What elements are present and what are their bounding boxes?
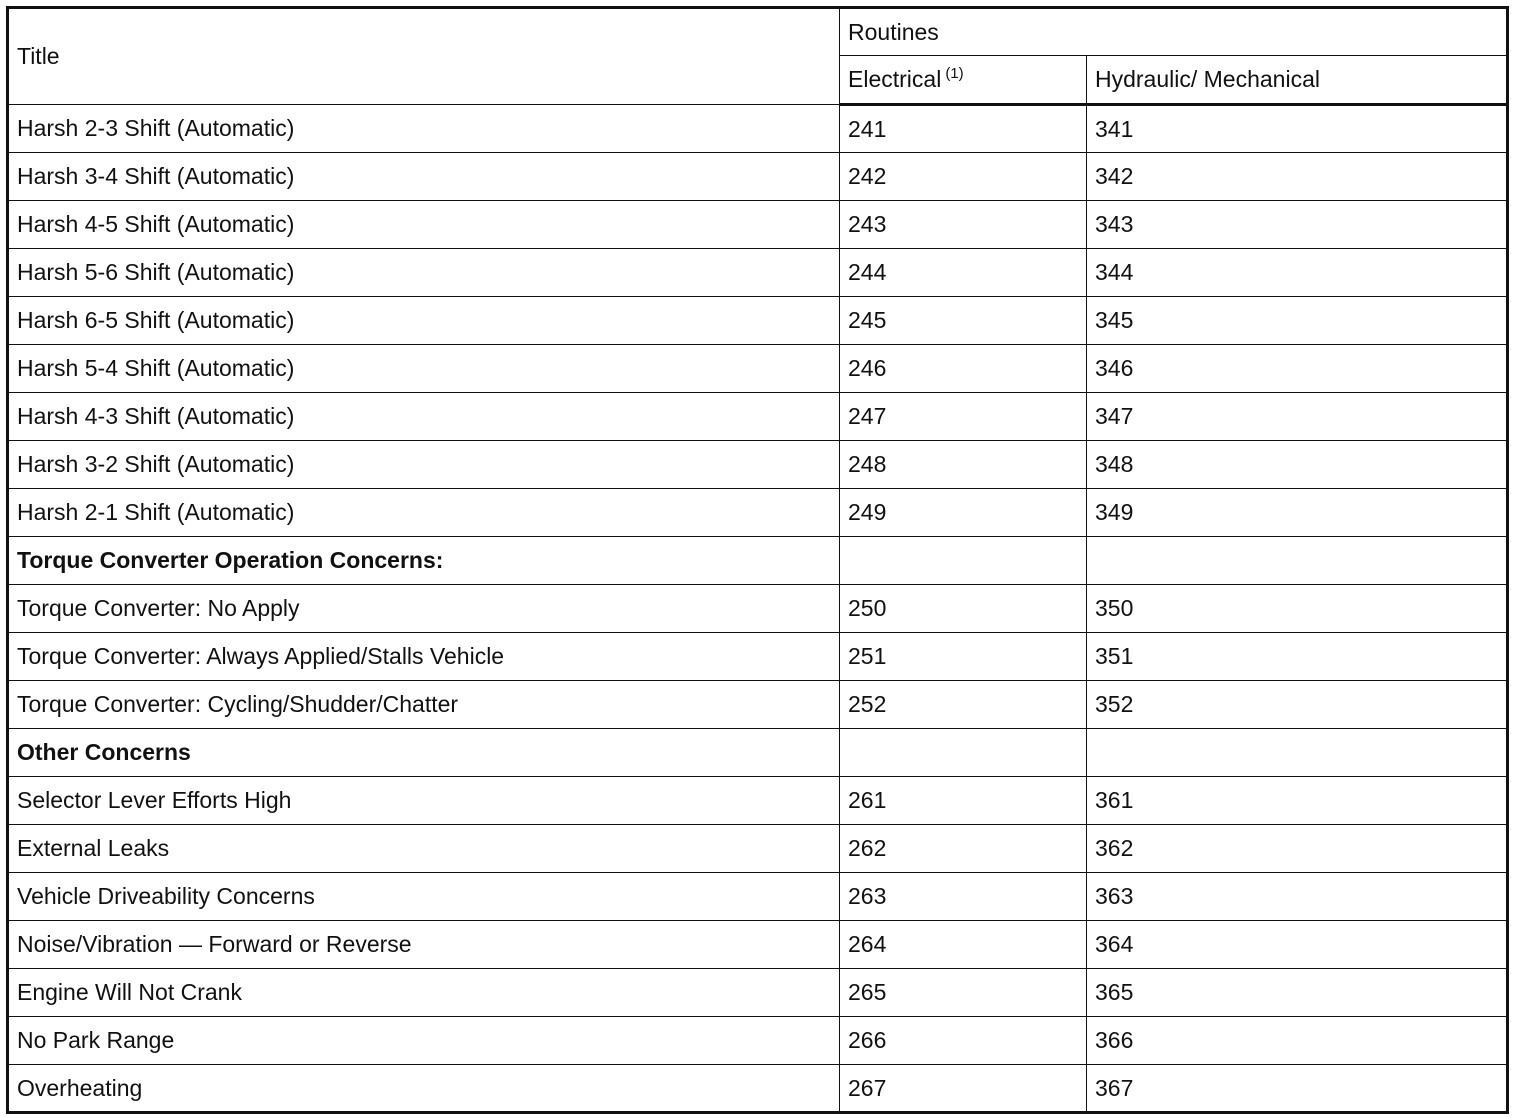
row-electrical-routine: 241 xyxy=(840,105,1087,153)
table-row xyxy=(8,393,1508,441)
row-title: Harsh 2-1 Shift (Automatic) xyxy=(8,489,840,537)
row-title: Harsh 2-3 Shift (Automatic) xyxy=(8,105,840,153)
table-row xyxy=(8,777,1508,825)
row-hydraulic-routine: 367 xyxy=(1087,1065,1508,1113)
row-hydraulic-routine: 348 xyxy=(1087,441,1508,489)
row-hydraulic-routine: 344 xyxy=(1087,249,1508,297)
table-row xyxy=(8,201,1508,249)
section-row xyxy=(8,729,1508,777)
table-row xyxy=(8,633,1508,681)
row-electrical-routine xyxy=(840,537,1087,585)
table-row xyxy=(8,1065,1508,1113)
row-title: Torque Converter: No Apply xyxy=(8,585,840,633)
table-row xyxy=(8,297,1508,345)
header-routines: Routines xyxy=(840,8,1508,56)
row-title: Engine Will Not Crank xyxy=(8,969,840,1017)
row-title: Selector Lever Efforts High xyxy=(8,777,840,825)
row-electrical-routine: 263 xyxy=(840,873,1087,921)
row-electrical-routine: 243 xyxy=(840,201,1087,249)
routines-table xyxy=(6,6,1509,1114)
table-row xyxy=(8,921,1508,969)
row-hydraulic-routine: 364 xyxy=(1087,921,1508,969)
row-hydraulic-routine xyxy=(1087,537,1508,585)
section-row xyxy=(8,537,1508,585)
row-electrical-routine: 250 xyxy=(840,585,1087,633)
row-title: Harsh 4-3 Shift (Automatic) xyxy=(8,393,840,441)
table-row xyxy=(8,345,1508,393)
table-row xyxy=(8,489,1508,537)
row-title: Noise/Vibration — Forward or Reverse xyxy=(8,921,840,969)
row-hydraulic-routine: 343 xyxy=(1087,201,1508,249)
row-electrical-routine: 251 xyxy=(840,633,1087,681)
table-row xyxy=(8,249,1508,297)
row-hydraulic-routine: 342 xyxy=(1087,153,1508,201)
header-hydraulic: Hydraulic/ Mechanical xyxy=(1087,56,1508,105)
row-title: Harsh 5-6 Shift (Automatic) xyxy=(8,249,840,297)
row-hydraulic-routine: 346 xyxy=(1087,345,1508,393)
row-title: Torque Converter: Cycling/Shudder/Chatter xyxy=(8,681,840,729)
row-hydraulic-routine: 362 xyxy=(1087,825,1508,873)
row-electrical-routine: 245 xyxy=(840,297,1087,345)
row-electrical-routine: 249 xyxy=(840,489,1087,537)
header-electrical-label: Electrical xyxy=(848,66,942,92)
row-electrical-routine: 264 xyxy=(840,921,1087,969)
row-hydraulic-routine: 366 xyxy=(1087,1017,1508,1065)
table-row xyxy=(8,825,1508,873)
row-hydraulic-routine: 347 xyxy=(1087,393,1508,441)
row-electrical-routine: 267 xyxy=(840,1065,1087,1113)
row-electrical-routine: 262 xyxy=(840,825,1087,873)
row-title: Other Concerns xyxy=(8,729,840,777)
row-title: Overheating xyxy=(8,1065,840,1113)
row-title: Vehicle Driveability Concerns xyxy=(8,873,840,921)
row-electrical-routine: 265 xyxy=(840,969,1087,1017)
row-hydraulic-routine: 352 xyxy=(1087,681,1508,729)
row-title: Harsh 5-4 Shift (Automatic) xyxy=(8,345,840,393)
row-title: Harsh 6-5 Shift (Automatic) xyxy=(8,297,840,345)
row-title: No Park Range xyxy=(8,1017,840,1065)
row-electrical-routine: 247 xyxy=(840,393,1087,441)
row-hydraulic-routine: 365 xyxy=(1087,969,1508,1017)
table-row xyxy=(8,153,1508,201)
row-electrical-routine: 252 xyxy=(840,681,1087,729)
row-title: External Leaks xyxy=(8,825,840,873)
row-hydraulic-routine: 361 xyxy=(1087,777,1508,825)
row-title: Harsh 4-5 Shift (Automatic) xyxy=(8,201,840,249)
row-hydraulic-routine: 349 xyxy=(1087,489,1508,537)
row-title: Torque Converter: Always Applied/Stalls Vehicle xyxy=(8,633,840,681)
row-hydraulic-routine: 350 xyxy=(1087,585,1508,633)
table-row xyxy=(8,969,1508,1017)
table-body xyxy=(8,105,1508,1113)
table-row xyxy=(8,441,1508,489)
table-row xyxy=(8,585,1508,633)
row-electrical-routine: 248 xyxy=(840,441,1087,489)
table-row xyxy=(8,1017,1508,1065)
row-hydraulic-routine: 345 xyxy=(1087,297,1508,345)
row-hydraulic-routine: 341 xyxy=(1087,105,1508,153)
header-electrical xyxy=(840,56,1087,105)
row-electrical-routine: 244 xyxy=(840,249,1087,297)
table-row xyxy=(8,681,1508,729)
row-electrical-routine xyxy=(840,729,1087,777)
row-title: Torque Converter Operation Concerns: xyxy=(8,537,840,585)
header-electrical-footnote: (1) xyxy=(945,65,964,83)
row-electrical-routine: 246 xyxy=(840,345,1087,393)
table-row xyxy=(8,105,1508,153)
row-title: Harsh 3-2 Shift (Automatic) xyxy=(8,441,840,489)
row-hydraulic-routine xyxy=(1087,729,1508,777)
row-electrical-routine: 242 xyxy=(840,153,1087,201)
header-title: Title xyxy=(8,8,840,105)
row-hydraulic-routine: 351 xyxy=(1087,633,1508,681)
row-electrical-routine: 261 xyxy=(840,777,1087,825)
row-electrical-routine: 266 xyxy=(840,1017,1087,1065)
table-header xyxy=(8,8,1508,105)
row-title: Harsh 3-4 Shift (Automatic) xyxy=(8,153,840,201)
table-row xyxy=(8,873,1508,921)
row-hydraulic-routine: 363 xyxy=(1087,873,1508,921)
